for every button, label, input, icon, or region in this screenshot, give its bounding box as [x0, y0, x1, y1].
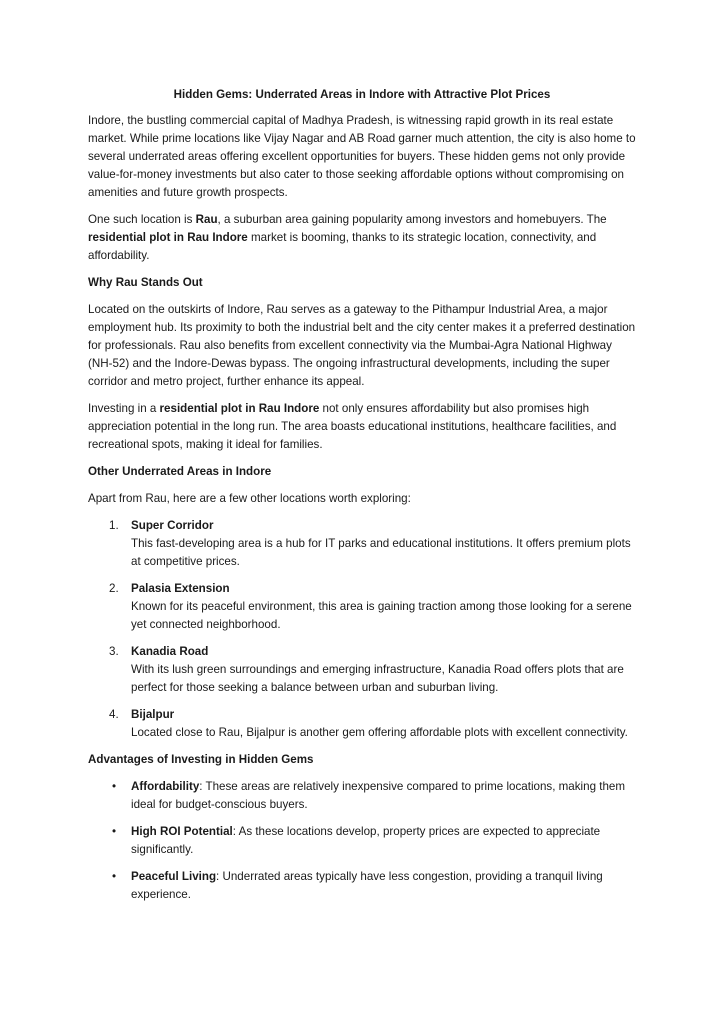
advantage-term: Peaceful Living [131, 870, 217, 883]
list-number: 1. [109, 519, 119, 532]
advantage-term: Affordability [131, 780, 200, 793]
list-item [88, 643, 636, 697]
list-item-title: Super Corridor [131, 519, 214, 532]
areas-list [88, 517, 636, 742]
list-item-title: Bijalpur [131, 708, 175, 721]
heading-advantages: Advantages of Investing in Hidden Gems [88, 753, 314, 766]
advantage-text: : Underrated areas typically have less congestion, providing a tranquil living experience. [131, 870, 603, 901]
advantage-text: : As these locations develop, property prices are expected to appreciate significantly. [131, 825, 601, 856]
heading-other-areas: Other Underrated Areas in Indore [88, 465, 272, 478]
investing-text-c: not only ensures affordability but also promises high appreciation potential in the long run. The area boasts educational institutions, healthcare facilities, and recreational spots, making it ideal for families. [88, 402, 617, 451]
list-item [88, 706, 636, 742]
investing-paragraph [88, 400, 636, 454]
list-item-description: This fast-developing area is a hub for IT parks and educational institutions. It offers premium plots at competitive prices. [131, 537, 631, 568]
rau-paragraph-text-c: , a suburban area gaining popularity among investors and homebuyers. The [217, 213, 607, 226]
why-rau-paragraph: Located on the outskirts of Indore, Rau serves as a gateway to the Pithampur Industrial Area, a major employment hub. Its proximity to both the industrial belt and the city center makes it a preferred destination for professionals. Rau also benefits from excellent connectivity via the Mumbai-Agra National Highway (NH-52) and the Indore-Dewas bypass. The ongoing infrastructural developments, including the super corridor and metro project, further enhance its appeal. [88, 303, 636, 388]
document-body [88, 86, 636, 913]
document-title: Hidden Gems: Underrated Areas in Indore with Attractive Plot Prices [173, 88, 551, 101]
intro-paragraph: Indore, the bustling commercial capital of Madhya Pradesh, is witnessing rapid growth in its real estate market. While prime locations like Vijay Nagar and AB Road garner much attention, the city is also home to several underrated areas offering excellent opportunities for buyers. These hidden gems not only provide value-for-money investments but also cater to those seeking affordable options without compromising on amenities and future growth prospects. [88, 114, 636, 199]
bullet-icon: • [112, 780, 117, 793]
rau-paragraph-text-a: One such location is [88, 213, 196, 226]
investing-bold: residential plot in Rau Indore [159, 402, 320, 415]
list-item-title: Kanadia Road [131, 645, 209, 658]
list-item [88, 778, 636, 814]
list-number: 2. [109, 582, 119, 595]
list-number: 4. [109, 708, 119, 721]
bullet-icon: • [112, 825, 117, 838]
rau-bold: Rau [195, 213, 218, 226]
heading-why-rau: Why Rau Stands Out [88, 276, 203, 289]
investing-text-a: Investing in a [88, 402, 160, 415]
advantage-text: : These areas are relatively inexpensive compared to prime locations, making them ideal for budget-conscious buyers. [131, 780, 626, 811]
bullet-icon: • [112, 870, 117, 883]
other-areas-intro: Apart from Rau, here are a few other locations worth exploring: [88, 492, 411, 505]
list-number: 3. [109, 645, 119, 658]
residential-plot-bold: residential plot in Rau Indore [88, 231, 248, 244]
list-item-description: Known for its peaceful environment, this area is gaining traction among those looking for a serene yet connected neighborhood. [131, 600, 632, 631]
list-item-title: Palasia Extension [131, 582, 230, 595]
advantages-list [88, 778, 636, 904]
advantage-term: High ROI Potential [131, 825, 233, 838]
rau-paragraph-text-e: market is booming, thanks to its strategic location, connectivity, and affordability. [88, 231, 597, 262]
list-item [88, 823, 636, 859]
list-item [88, 868, 636, 904]
list-item [88, 517, 636, 571]
list-item-description: With its lush green surroundings and emerging infrastructure, Kanadia Road offers plots that are perfect for those seeking a balance between urban and suburban living. [131, 663, 624, 694]
list-item-description: Located close to Rau, Bijalpur is another gem offering affordable plots with excellent connectivity. [131, 726, 628, 739]
list-item [88, 580, 636, 634]
rau-paragraph [88, 211, 636, 265]
